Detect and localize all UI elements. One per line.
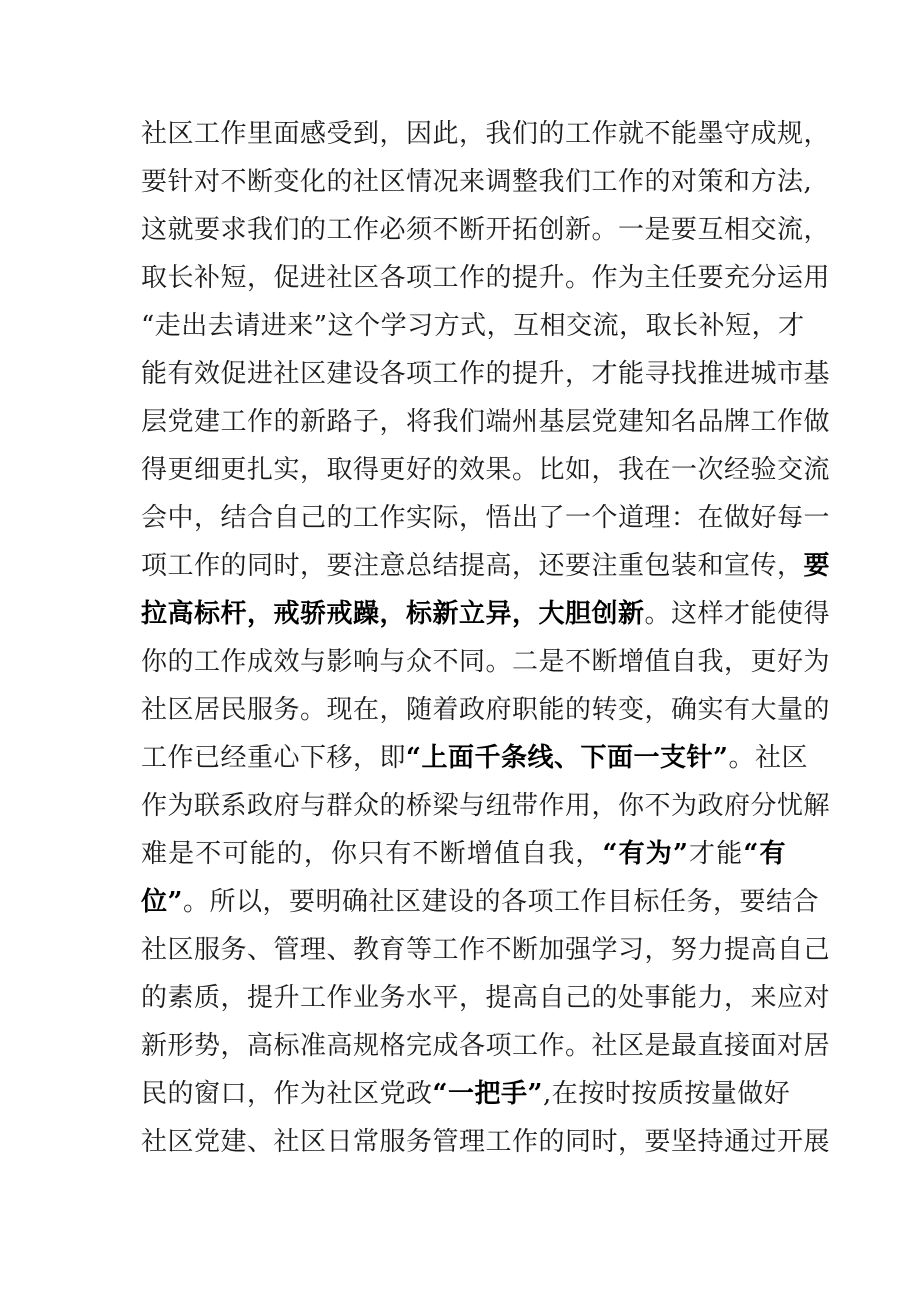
body-paragraph	[141, 110, 831, 1166]
text-line	[141, 782, 831, 830]
text-run: 要针对不断变化的社区情况来调整我们工作的对策和方法,	[141, 167, 813, 197]
text-run: 才能	[688, 839, 744, 869]
text-run: 层党建工作的新路子，将我们端州基层党建知名品牌工作做	[141, 407, 831, 437]
text-line	[141, 254, 831, 302]
text-run: 。所以，要明确社区建设的各项工作目标任务，要结合	[182, 887, 819, 917]
bold-text: “上面千条线、下面一支针”	[406, 743, 729, 773]
text-run: 能有效促进社区建设各项工作的提升，才能寻找推进城市基	[141, 359, 831, 389]
text-line	[141, 974, 831, 1022]
text-run: 社区服务、管理、教育等工作不断加强学习，努力提高自己	[141, 935, 831, 965]
bold-text: 拉高标杆，戒骄戒躁，标新立异，大胆创新	[141, 599, 645, 629]
text-run: 难是不可能的，你只有不断增值自我，	[141, 839, 603, 869]
text-run: 这就要求我们的工作必须不断开拓创新。一是要互相交流，	[141, 215, 831, 245]
bold-text: “一把手”	[432, 1079, 543, 1109]
text-run: ,在按时按质按量做好	[542, 1079, 791, 1109]
text-line	[141, 350, 831, 398]
text-run: 你的工作成效与影响与众不同。二是不断增值自我，更好为	[141, 647, 831, 677]
text-line	[141, 830, 786, 878]
text-line	[141, 446, 831, 494]
text-line	[141, 110, 831, 158]
text-run: 项工作的同时，要注意总结提高，还要注重包装和宣传，	[141, 551, 804, 581]
bold-text: “有为”	[602, 839, 689, 869]
text-line	[141, 302, 805, 350]
text-line	[141, 1022, 831, 1070]
text-line	[141, 1070, 791, 1118]
text-line	[141, 686, 831, 734]
text-run: 社区居民服务。现在，随着政府职能的转变，确实有大量的	[141, 695, 831, 725]
text-run: 社区党建、社区日常服务管理工作的同时，要坚持通过开展	[141, 1127, 831, 1157]
text-run: 会中，结合自己的工作实际，悟出了一个道理：在做好每一	[141, 503, 831, 533]
text-line	[141, 206, 831, 254]
bold-text: 要	[803, 551, 831, 581]
text-run: 取长补短，促进社区各项工作的提升。作为主任要充分运用	[141, 263, 831, 293]
text-run: 作为联系政府与群众的桥梁与纽带作用，你不为政府分忧解	[141, 791, 831, 821]
text-line	[141, 878, 819, 926]
text-run: 新形势，高标准高规格完成各项工作。社区是最直接面对居	[141, 1031, 831, 1061]
text-line	[141, 1118, 831, 1166]
bold-text: 位”	[141, 887, 183, 917]
text-line	[141, 542, 831, 590]
text-line	[141, 158, 813, 206]
text-line	[141, 926, 831, 974]
text-run: 。社区	[728, 743, 808, 773]
text-run: 民的窗口，作为社区党政	[141, 1079, 433, 1109]
text-run: 工作已经重心下移，即	[141, 743, 407, 773]
text-run: 。这样才能使得	[644, 599, 831, 629]
text-line	[141, 590, 831, 638]
text-line	[141, 398, 831, 446]
text-line	[141, 494, 831, 542]
bold-text: “有	[743, 839, 786, 869]
text-run: 的素质，提升工作业务水平，提高自己的处事能力，来应对	[141, 983, 831, 1013]
text-run: “走出去请进来”这个学习方式，互相交流，取长补短，才	[141, 311, 805, 341]
text-line	[141, 734, 808, 782]
text-run: 社区工作里面感受到，因此，我们的工作就不能墨守成规，	[141, 119, 831, 149]
text-line	[141, 638, 831, 686]
text-run: 得更细更扎实，取得更好的效果。比如，我在一次经验交流	[141, 455, 831, 485]
